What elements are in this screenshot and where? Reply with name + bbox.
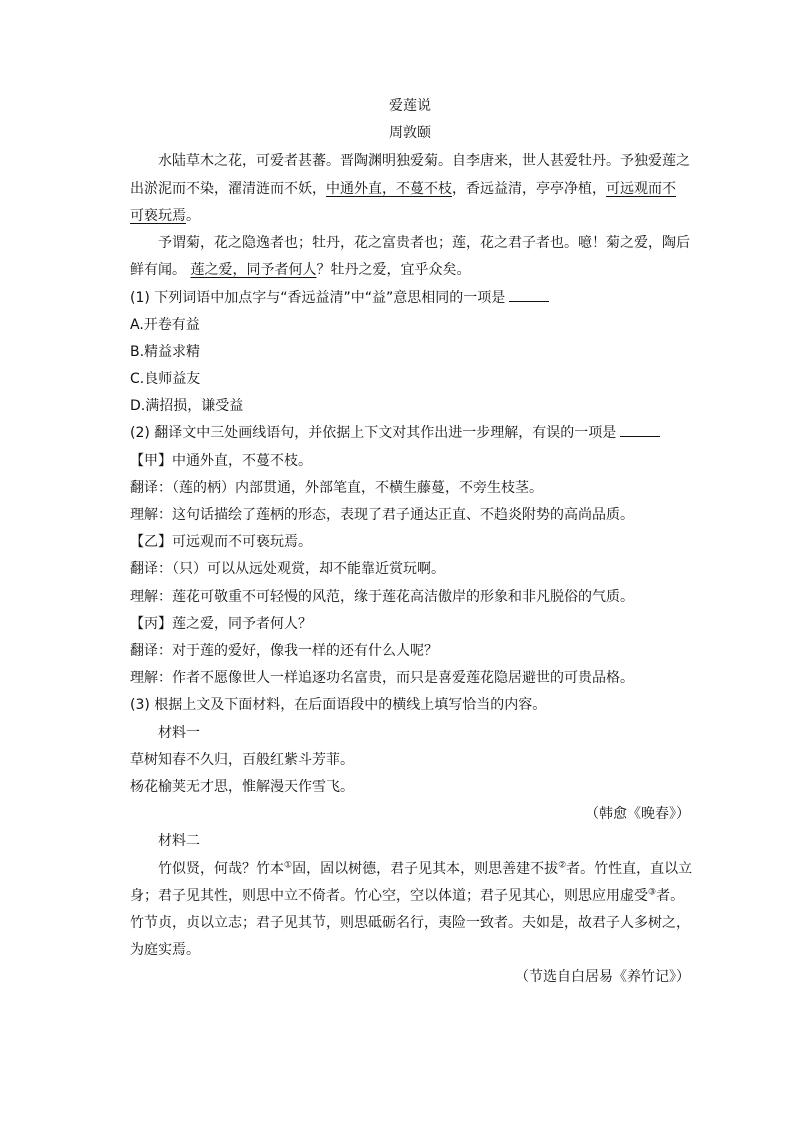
material-2-line: 竹似贤，何哉？竹本①固，固以树德，君子见其本，则思善建不拔②者。竹性直，直以立: [158, 860, 693, 877]
question-1-stem: (1) 下列词语中加点字与“香远益清”中“益”意思相同的一项是: [130, 289, 690, 307]
material-1-line: 杨花榆荚无才思，惟解漫天作雪飞。: [130, 779, 354, 795]
item-jia-head: 【甲】中通外直，不蔓不枝。: [130, 453, 312, 469]
option-a: A.开卷有益: [130, 317, 200, 333]
passage-line: 水陆草木之花，可爱者甚蕃。晋陶渊明独爱菊。自李唐来，世人甚爱牡丹。予独爱莲之: [158, 153, 690, 169]
underlined-sentence-yi: 可远观而不: [606, 181, 676, 197]
underlined-sentence-jia: 中通外直，不蔓不枝: [326, 181, 452, 197]
answer-blank: [509, 289, 549, 302]
item-jia-translation: 翻译：（莲的柄）内部贯通，外部笔直，不横生藤蔓，不旁生枝茎。: [130, 480, 543, 496]
item-yi-head: 【乙】可远观而不可亵玩焉。: [130, 534, 312, 550]
footnote-marker: ③: [648, 887, 657, 898]
item-bing-translation: 翻译：对于莲的爱好，像我一样的还有什么人呢？: [130, 643, 438, 659]
item-bing-understanding: 理解：作者不愿像世人一样追逐功名富贵，而只是喜爱莲花隐居避世的可贵品格。: [130, 670, 634, 686]
material-2-label: 材料二: [158, 833, 200, 849]
material-1-label: 材料一: [158, 725, 200, 741]
item-yi-understanding: 理解：莲花可敬重不可轻慢的风范，缘于莲花高洁傲岸的形象和非凡脱俗的气质。: [130, 589, 634, 605]
footnote-marker: ②: [558, 860, 567, 871]
question-3-stem: (3) 根据上文及下面材料，在后面语段中的横线上填写恰当的内容。: [130, 697, 547, 713]
item-bing-head: 【丙】莲之爱，同予者何人？: [130, 616, 312, 632]
option-b: B.精益求精: [130, 344, 201, 360]
material-2-line: 身；君子见其性，则思中立不倚者。竹心空，空以体道；君子见其心，则思应用虚受③者。: [130, 887, 685, 904]
underlined-sentence-bing: 莲之爱，同予者何人: [190, 262, 317, 278]
footnote-marker: ①: [284, 860, 293, 871]
question-2-stem: (2) 翻译文中三处画线语句，并依据上下文对其作出进一步理解，有误的一项是: [130, 424, 690, 442]
material-1-source: （韩愈《晚春》）: [585, 806, 690, 822]
passage-line: 可亵玩焉。: [130, 208, 200, 224]
answer-blank: [620, 424, 660, 437]
poem-title: 爱莲说: [389, 98, 431, 114]
passage-line: 出淤泥而不染，濯清涟而不妖，中通外直，不蔓不枝，香远益清，亭亭净植，可远观而不: [130, 181, 676, 197]
option-c: C.良师益友: [130, 371, 201, 387]
option-d: D.满招损，谦受益: [130, 398, 244, 414]
passage-line: 鲜有闻。 莲之爱，同予者何人？牡丹之爱，宜乎众矣。: [130, 262, 471, 278]
material-2-line: 为庭实焉。: [130, 942, 200, 958]
material-1-line: 草树知春不久归，百般红紫斗芳菲。: [130, 752, 354, 768]
material-2-line: 竹节贞，贞以立志；君子见其节，则思砥砺名行，夷险一致者。夫如是，故君子人多树之，: [130, 915, 690, 931]
passage-line: 予谓菊，花之隐逸者也；牡丹，花之富贵者也；莲，花之君子者也。噫！菊之爱，陶后: [158, 235, 690, 251]
item-jia-understanding: 理解：这句话描绘了莲柄的形态，表现了君子通达正直、不趋炎附势的高尚品质。: [130, 507, 634, 523]
material-2-source: （节选自白居易《养竹记》）: [515, 969, 690, 985]
underlined-sentence-yi-cont: 可亵玩焉: [130, 208, 186, 224]
item-yi-translation: 翻译：（只）可以从远处观赏，却不能靠近赏玩啊。: [130, 561, 445, 577]
author: 周敦颐: [389, 125, 431, 141]
